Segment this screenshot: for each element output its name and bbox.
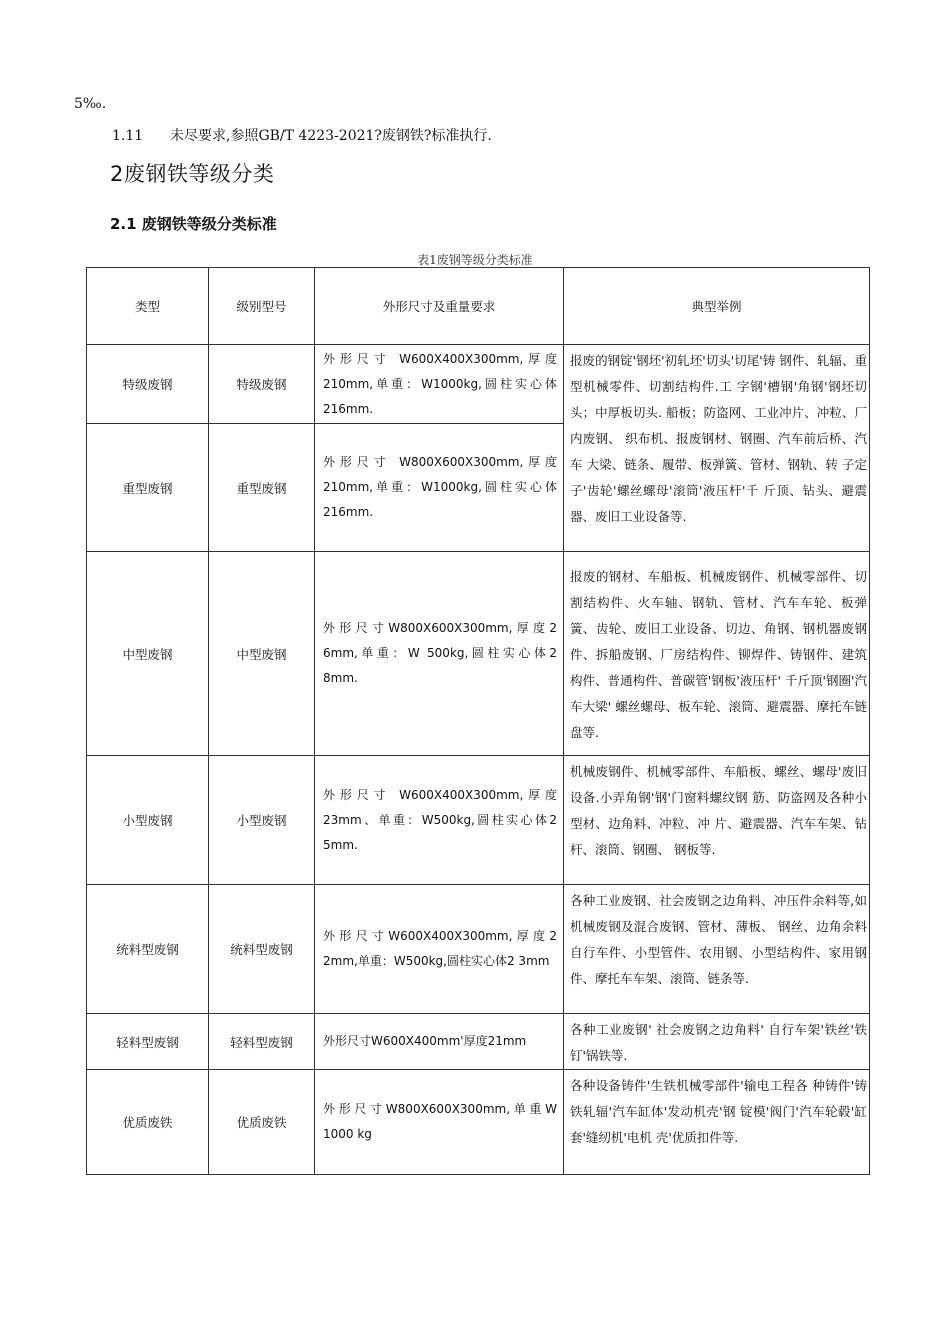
- cell-spec: 外形尺寸W800X600X300mm,单重W 1000 kg: [315, 1070, 564, 1175]
- table-row: [87, 756, 870, 885]
- header-type: 类型: [87, 268, 209, 345]
- cell-example: 各种工业废钢、社会废钢之边角料、冲压件余料等,如机械废钢及混合废钢、管材、薄板、 钢丝、边角余料自行车件、小型管件、农用钢、小型结构件、家用钢件、摩托车车架、滚筒、链条等.: [564, 885, 870, 1014]
- cell-type: 统料型废钢: [87, 885, 209, 1014]
- cell-grade: 重型废钢: [209, 424, 315, 552]
- cell-type: 轻料型废钢: [87, 1014, 209, 1070]
- cell-grade: 统料型废钢: [209, 885, 315, 1014]
- cell-grade: 轻料型废钢: [209, 1014, 315, 1070]
- cell-example: 各种工业废钢' 社会废钢之边角料' 自行车架'铁丝'铁钉'锅铁等.: [564, 1014, 870, 1070]
- cell-spec: 外形尺寸W600X400X300mm,厚度2 2mm,单重：W500kg,圆柱实心体2 3mm: [315, 885, 564, 1014]
- table-row: [87, 345, 870, 424]
- cell-grade: 特级废钢: [209, 345, 315, 424]
- cell-spec: 外形尺寸W600X400mm'厚度21mm: [315, 1014, 564, 1070]
- cell-type: 小型废钢: [87, 756, 209, 885]
- section-heading: 2废钢铁等级分类: [110, 162, 275, 186]
- cell-example: 报废的钢材、车船板、机械废钢件、机械零部件、切割结构件、火车轴、钢轨、管材、汽车车轮、板弹簧、齿轮、废旧工业设备、切边、角钢、钢机器废钢件、拆船废钢、厂房结构件、铆焊件、铸钢件、建筑构件、普通构件、普碳管'钢板'液压杆' 千斤顶'钢圈'汽车大梁' 螺丝螺母、板车轮、滚筒、避震器、摩托车链 盘等.: [564, 552, 870, 756]
- clause-text: 未尽要求,参照GB/T 4223-2021?废钢铁?标准执行.: [170, 128, 492, 144]
- top-fragment: 5‰.: [74, 96, 107, 112]
- cell-example: 报废的钢锭'钢坯'初轧坯'切头'切尾'铸 钢件、轧辐、重型机械零件、切割结构件.工 字钢'槽钢'角钢'钢坯切头；中厚板切头. 船板；防盗网、工业冲片、冲粒、厂内废钢、 织布机、报废钢材、钢圈、汽车前后桥、汽车 大梁、链条、履带、板弹簧、管材、钢轨、转 子定子'齿轮'螺丝螺母'滚筒'液压杆'千 斤顶、钻头、避震器、废旧工业设备等.: [564, 345, 870, 552]
- table-row: [87, 885, 870, 1014]
- scrap-grade-table: [86, 267, 870, 1175]
- header-spec: 外形尺寸及重量要求: [315, 268, 564, 345]
- table-row: [87, 1070, 870, 1175]
- cell-example: 各种设备铸件'生铁机械零部件'输电工程各 种铸件'铸铁轧辐'汽车缸体'发动机壳'钢 锭模'阀门'汽车轮毂'缸套'缝纫机'电机 壳'优质扣件等.: [564, 1070, 870, 1175]
- table-header-row: [87, 268, 870, 345]
- clause-1-11: [112, 125, 492, 145]
- clause-number: 1.11: [112, 128, 144, 144]
- cell-spec: 外形尺寸W800X600X300mm,厚度2 6mm,单重：W 500kg,圆柱实心体2 8mm.: [315, 552, 564, 756]
- table-caption: 表1废钢等级分类标准: [417, 253, 533, 267]
- cell-type: 特级废钢: [87, 345, 209, 424]
- cell-spec: 外形尺寸 W600X400X300mm,厚度 210mm,单重：W1000kg,圆柱实心体 216mm.: [315, 345, 564, 424]
- cell-grade: 中型废钢: [209, 552, 315, 756]
- cell-spec: 外形尺寸 W800X600X300mm,厚度 210mm,单重：W1000kg,圆柱实心体 216mm.: [315, 424, 564, 552]
- subsection-heading: 2.1 废钢铁等级分类标准: [110, 215, 277, 233]
- cell-type: 优质废铁: [87, 1070, 209, 1175]
- cell-grade: 优质废铁: [209, 1070, 315, 1175]
- header-example: 典型举例: [564, 268, 870, 345]
- cell-grade: 小型废钢: [209, 756, 315, 885]
- table-row: [87, 552, 870, 756]
- cell-type: 重型废钢: [87, 424, 209, 552]
- table-row: [87, 1014, 870, 1070]
- cell-type: 中型废钢: [87, 552, 209, 756]
- cell-example: 机械废钢件、机械零部件、车船板、螺丝、螺母'废旧设备.小弄角钢'钢'门窗料螺纹钢 筋、防盗网及各种小型材、边角料、冲粒、冲 片、避震器、汽车车架、钻杆、滚筒、钢圈、 钢板等.: [564, 756, 870, 885]
- cell-spec: 外形尺寸 W600X400X300mm,厚度 23mm、单重：W500kg,圆柱实心体2 5mm.: [315, 756, 564, 885]
- header-grade: 级别型号: [209, 268, 315, 345]
